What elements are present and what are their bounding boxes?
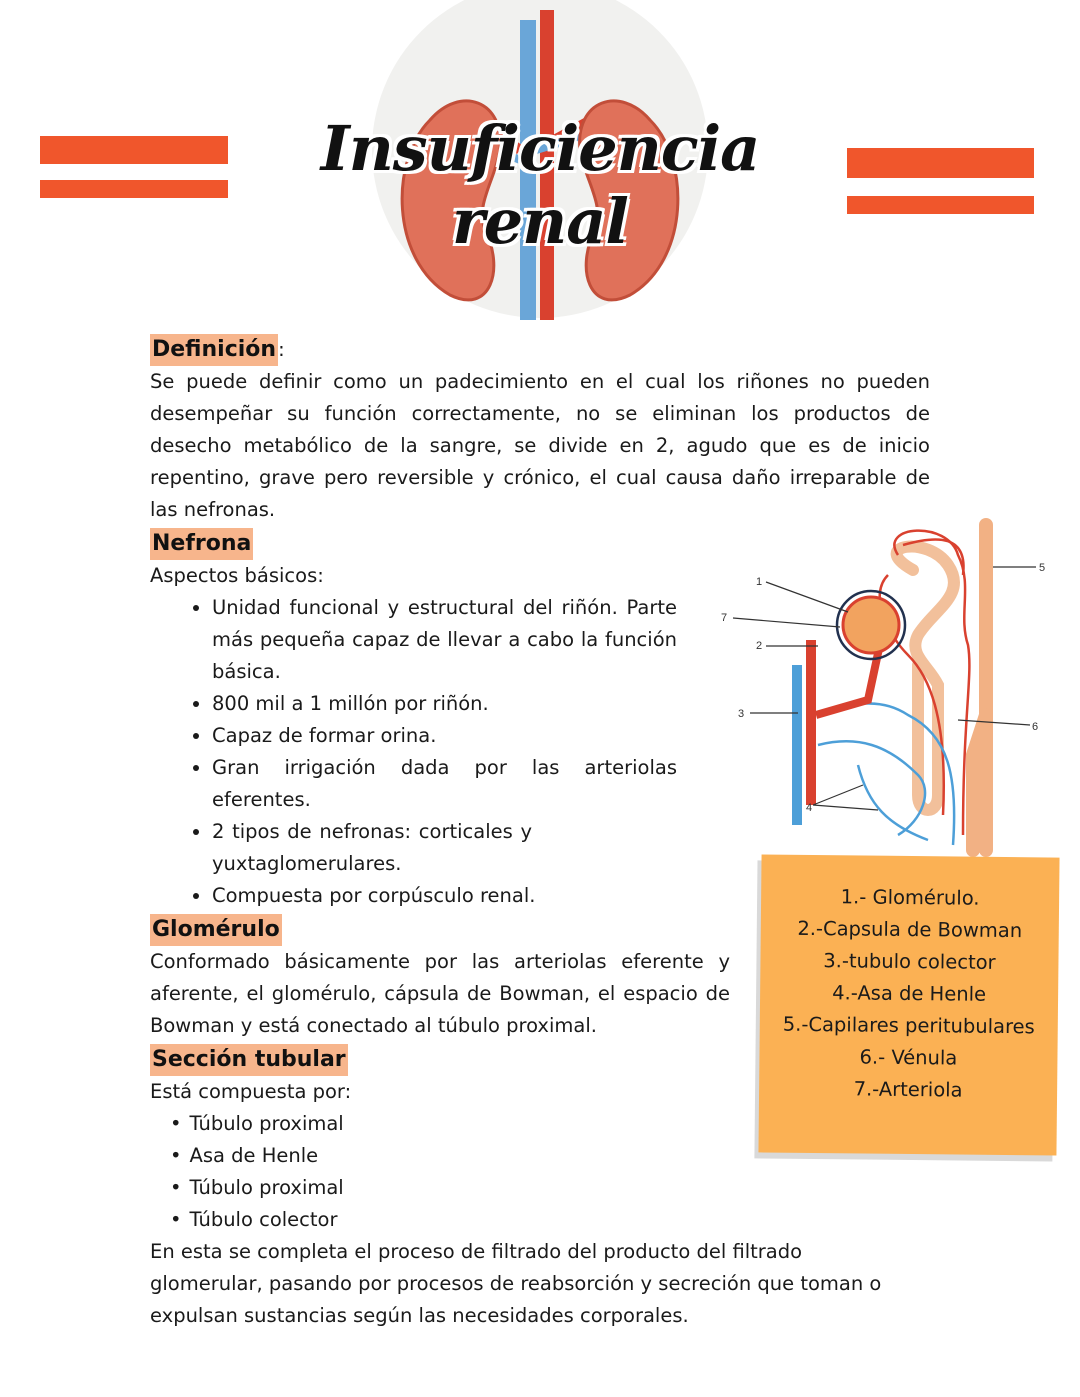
- collecting-duct: [973, 525, 986, 850]
- list-item: • 2 tipos de nefronas: corticales y yuxtaglomerulares.: [212, 816, 532, 880]
- list-item: • Capaz de formar orina.: [212, 720, 677, 752]
- definicion-text: Se puede definir como un padecimiento en el cual los riñones no pueden desempeñar su función correctamente, no se eliminan los productos de desecho metabólico de la sangre, se divide en 2, agudo que es de inicio repentino, grave pero reversible y crónico, el cual causa daño irreparable de las nefronas.: [150, 370, 930, 521]
- vein: [792, 665, 802, 825]
- diagram-label-6: 6: [1032, 721, 1039, 733]
- diagram-label-7: 7: [721, 612, 728, 624]
- legend-item: 2.-Capsula de Bowman: [797, 916, 1023, 943]
- header-band-left-top: [40, 136, 228, 164]
- diagram-label-5: 5: [1039, 562, 1046, 574]
- nephron-diagram: [718, 515, 1063, 860]
- legend-item: 1.- Glomérulo.: [840, 885, 980, 910]
- legend-item: 3.-tubulo colector: [823, 949, 996, 974]
- legend-item: 6.- Vénula: [859, 1045, 958, 1070]
- glomerulo-text: Conformado básicamente por las arteriolas eferente y aferente, el glomérulo, cápsula de Bowman, el espacio de Bowman y está conectado al túbulo proximal.: [150, 950, 730, 1037]
- list-item: • Gran irrigación dada por las arteriolas eferentes.: [212, 752, 677, 816]
- artery: [806, 640, 816, 805]
- definicion-heading: Definición: [150, 334, 278, 366]
- legend-item: 5.-Capilares peritubulares: [782, 1012, 1035, 1039]
- header-band-right-bottom: [847, 196, 1034, 214]
- list-item: • Compuesta por corpúsculo renal.: [212, 880, 677, 912]
- diagram-label-2: 2: [756, 640, 763, 652]
- definicion-colon: :: [278, 338, 285, 361]
- header-band-right-top: [847, 148, 1034, 178]
- legend-list: [759, 854, 1060, 1107]
- definicion-heading-row: [150, 334, 930, 366]
- legend-sticky-note: [758, 854, 1059, 1155]
- list-item: • Unidad funcional y estructural del riñón. Parte más pequeña capaz de llevar a cabo la función básica.: [212, 592, 677, 688]
- list-item: • 800 mil a 1 millón por riñón.: [212, 688, 677, 720]
- diagram-label-3: 3: [738, 708, 745, 720]
- legend-item: 4.-Asa de Henle: [832, 981, 987, 1006]
- nefrona-intro: Aspectos básicos:: [150, 564, 324, 587]
- seccion-heading: Sección tubular: [150, 1044, 348, 1076]
- glomerulo-heading: Glomérulo: [150, 914, 282, 946]
- nefrona-list: [150, 592, 677, 912]
- page-title: Insuficiencia renal: [320, 112, 760, 258]
- diagram-label-4: 4: [806, 802, 813, 814]
- seccion-text: En esta se completa el proceso de filtrado del producto del filtrado glomerular, pasando por procesos de reabsorción y secreción que toman o expulsan sustancias según las necesidades corporales.: [150, 1240, 882, 1327]
- nefrona-heading: Nefrona: [150, 528, 253, 560]
- list-item: • Túbulo colector: [170, 1204, 930, 1236]
- glomerulus: [843, 597, 899, 653]
- list-item: • Túbulo proximal: [170, 1108, 930, 1140]
- header-band-left-bottom: [40, 180, 228, 198]
- diagram-label-1: 1: [756, 576, 763, 588]
- list-item: • Túbulo proximal: [170, 1172, 930, 1204]
- seccion-intro: Está compuesta por:: [150, 1080, 352, 1103]
- list-item: • Asa de Henle: [170, 1140, 930, 1172]
- legend-item: 7.-Arteriola: [853, 1077, 963, 1102]
